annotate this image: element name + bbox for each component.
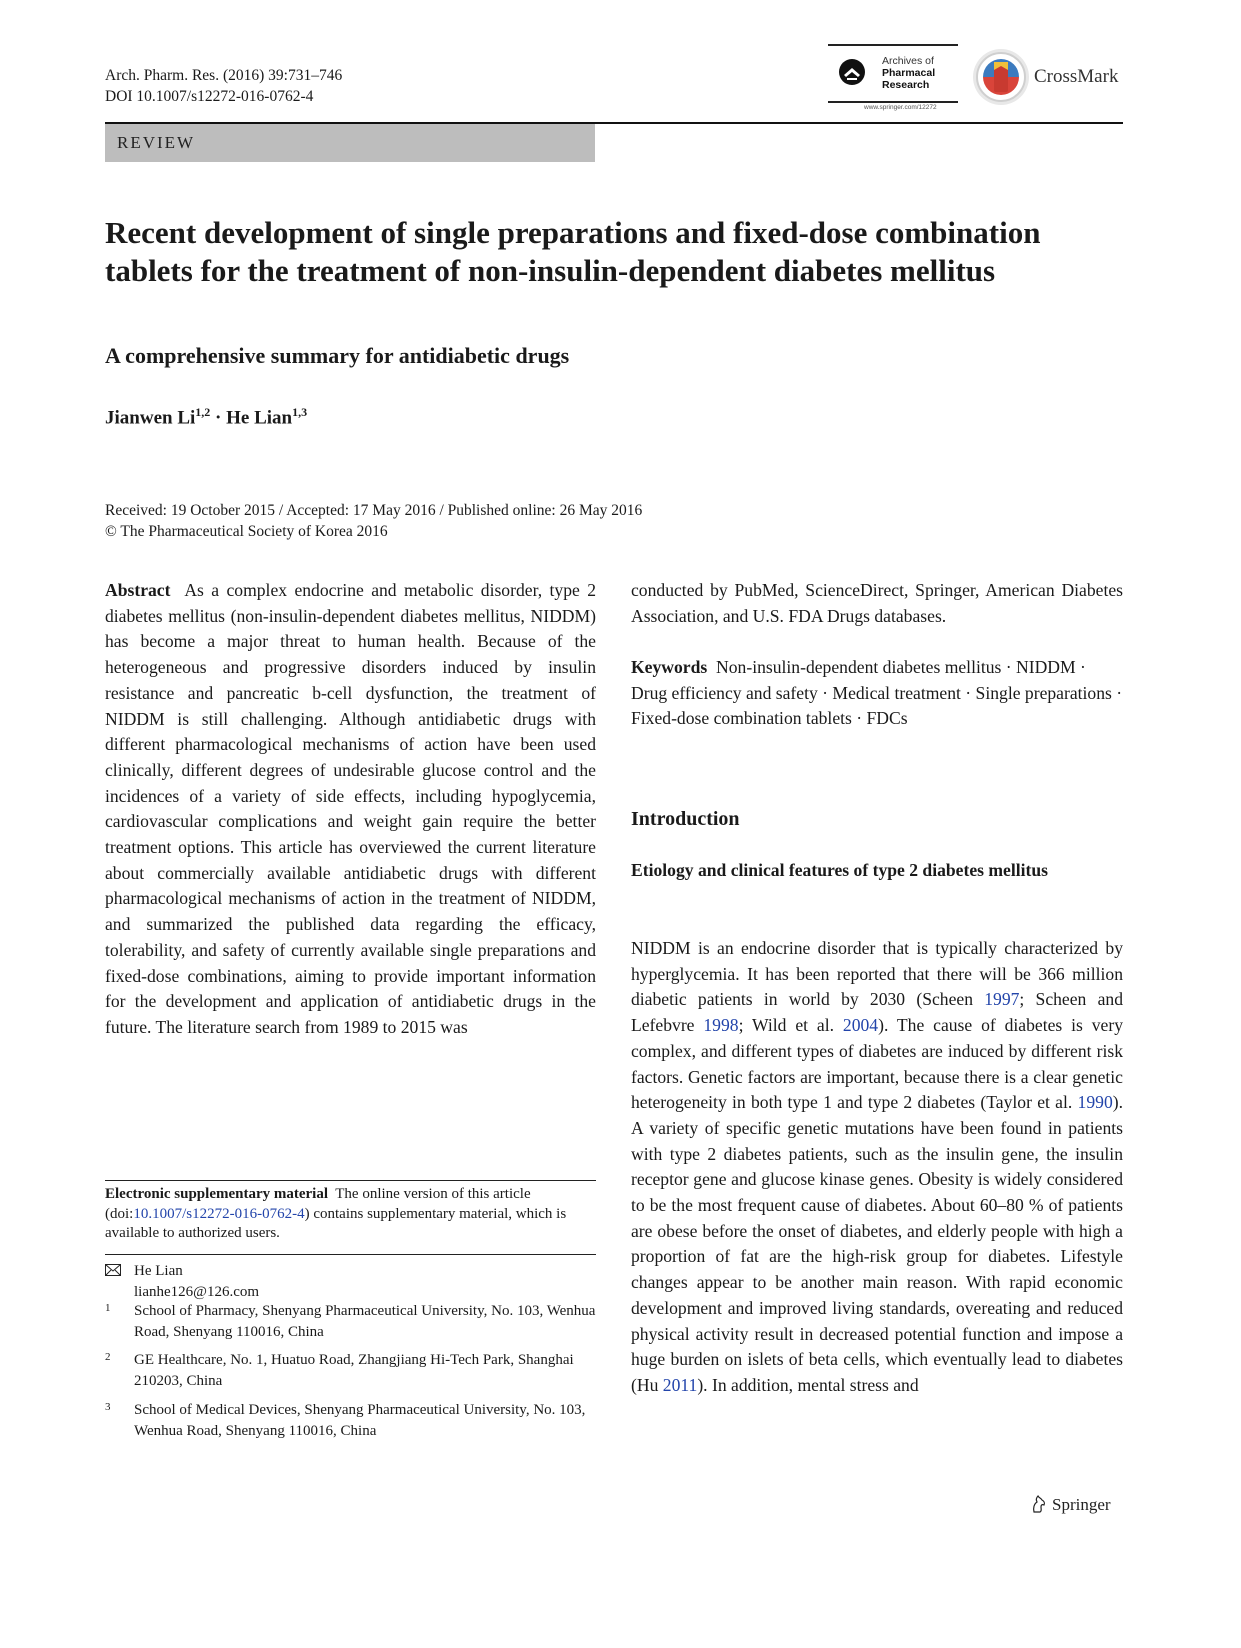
corresponding-email[interactable]: lianhe126@126.com xyxy=(134,1283,260,1300)
citation-link[interactable]: 2004 xyxy=(842,1015,879,1036)
crossmark-badge[interactable] xyxy=(972,48,1122,106)
abstract-label: Abstract xyxy=(105,580,171,600)
doi-line: DOI 10.1007/s12272-016-0762-4 xyxy=(105,88,314,105)
citation-link[interactable]: 1990 xyxy=(1077,1092,1113,1113)
envelope-icon xyxy=(105,1264,121,1276)
abstract-continuation xyxy=(631,578,1123,629)
introduction-paragraph: NIDDM is an endocrine disorder that is typically characterized by hyperglycemia. It has been reported that there will be 366 million diabetic patients in world by 2030 (Scheen 1997; Scheen and Lefebvre 1998; Wild et al. 2004). The cause of diabetes is very complex, and different types of diabetes are induced by different risk factors. Genetic factors are important, because there is a clear genetic heterogeneity in both type 1 and type 2 diabetes (Taylor et al. 1990). A variety of specific genetic mutations have been found in patients with type 2 diabetes patients, such as the insulin gene, the insulin receptor gene and glucose kinase genes. Obesity is widely considered to be the most frequent cause of diabetes. About 60–80 % of patients are obese before the onset of diabetes, and elderly people with high a proportion of fat are the high-risk group for diabetes. Lifestyle changes appear to be another main reason. With rapid economic development and improved living standards, overeating and reduced physical activity result in decreased potential function and impose a huge burden on islets of beta cells, which eventually lead to diabetes (Hu 2011). In addition, mental stress and xyxy=(631,938,1123,1395)
publisher-name: Springer xyxy=(1052,1495,1111,1514)
author-name[interactable]: He Lian xyxy=(226,407,293,429)
citation-link[interactable]: 1998 xyxy=(703,1015,739,1036)
author-affiliation-mark: 1,2 xyxy=(195,405,211,419)
footnote-rule xyxy=(105,1254,596,1255)
author-affiliation-mark: 1,3 xyxy=(292,405,308,419)
journal-logo xyxy=(828,44,958,112)
publication-dates xyxy=(105,500,642,542)
publisher-logo xyxy=(1030,1494,1111,1515)
esm-label: Electronic supplementary material xyxy=(105,1186,329,1202)
author-name[interactable]: Jianwen Li xyxy=(105,407,196,429)
section-label: REVIEW xyxy=(117,133,196,152)
footnote-rule xyxy=(105,1180,596,1181)
keywords-text: Non-insulin-dependent diabetes mellitus · NIDDM · Drug efficiency and safety · Medical treatment · Single preparations · Fixed-dose combination tablets · FDCs xyxy=(631,657,1123,729)
citation-link[interactable]: 2011 xyxy=(662,1374,698,1395)
springer-horse-icon xyxy=(1030,1494,1048,1514)
section-band xyxy=(105,124,595,162)
corresponding-name: He Lian xyxy=(134,1263,183,1279)
citation-link[interactable]: 1997 xyxy=(984,989,1020,1010)
section-heading: Introduction xyxy=(631,808,740,830)
doi-link[interactable]: 10.1007/s12272-016-0762-4 xyxy=(133,1205,305,1222)
affiliation-item: 3 School of Medical Devices, Shenyang Pharmaceutical University, No. 103, Wenhua Road, Shenyang 110016, China xyxy=(105,1401,586,1439)
keywords-section xyxy=(631,655,1123,732)
journal-reference xyxy=(105,65,342,107)
journal-emblem-icon xyxy=(838,58,866,86)
journal-citation: Arch. Pharm. Res. (2016) 39:731–746 xyxy=(105,67,343,84)
affiliation-item: 2 GE Healthcare, No. 1, Huatuo Road, Zhangjiang Hi-Tech Park, Shanghai 210203, China xyxy=(105,1351,574,1389)
copyright-line: © The Pharmaceutical Society of Korea 2016 xyxy=(105,523,388,540)
crossmark-label: CrossMark xyxy=(1034,66,1119,87)
author-list xyxy=(105,405,307,429)
supplementary-note: Electronic supplementary material The online version of this article (doi:10.1007/s12272-016-0762-4) contains supplementary material, which is available to authorized users. xyxy=(105,1186,567,1241)
journal-url[interactable]: www.springer.com/12272 xyxy=(864,104,937,111)
journal-logo-text: Archives of Pharmacal Research xyxy=(882,55,936,91)
affiliation-item: 1 School of Pharmacy, Shenyang Pharmaceutical University, No. 103, Wenhua Road, Shenyang 110016, China xyxy=(105,1302,596,1340)
abstract-continuation-text: conducted by PubMed, ScienceDirect, Springer, American Diabetes Association, and U.S. FDA Drugs databases. xyxy=(631,580,1123,626)
author-separator: · xyxy=(210,407,227,429)
abstract-section xyxy=(105,578,596,1041)
corresponding-author xyxy=(105,1261,596,1302)
crossmark-icon xyxy=(972,48,1030,106)
article-title: Recent development of single preparations and fixed-dose combination tablets for the treatment of non-insulin-dependent diabetes mellitus xyxy=(105,215,1041,288)
history-dates: Received: 19 October 2015 / Accepted: 17 May 2016 / Published online: 26 May 2016 xyxy=(105,502,643,519)
article-subtitle: A comprehensive summary for antidiabetic drugs xyxy=(105,343,570,368)
subsection-heading: Etiology and clinical features of type 2 diabetes mellitus xyxy=(631,860,1049,880)
keywords-label: Keywords xyxy=(631,657,708,677)
abstract-text: As a complex endocrine and metabolic disorder, type 2 diabetes mellitus (non-insulin-dependent diabetes mellitus, NIDDM) has become a major threat to human health. Because of the heterogeneous and progressive disorders induced by insulin resistance and pancreatic b-cell dysfunction, the treatment of NIDDM is still challenging. Although antidiabetic drugs with different pharmacological mechanisms of action have been used clinically, different degrees of undesirable glucose control and the incidences of a variety of side effects, including hypoglycemia, cardiovascular complications and weight gain require the better treatment options. This article has overviewed the current literature about commercially available antidiabetic drugs with different pharmacological mechanisms of action in the treatment of NIDDM, and summarized the published data regarding the efficacy, tolerability, and safety of currently available single preparations and fixed-dose combinations, aiming to provide important information for the development and application of antidiabetic drugs in the future. The literature search from 1989 to 2015 was xyxy=(105,580,596,1037)
